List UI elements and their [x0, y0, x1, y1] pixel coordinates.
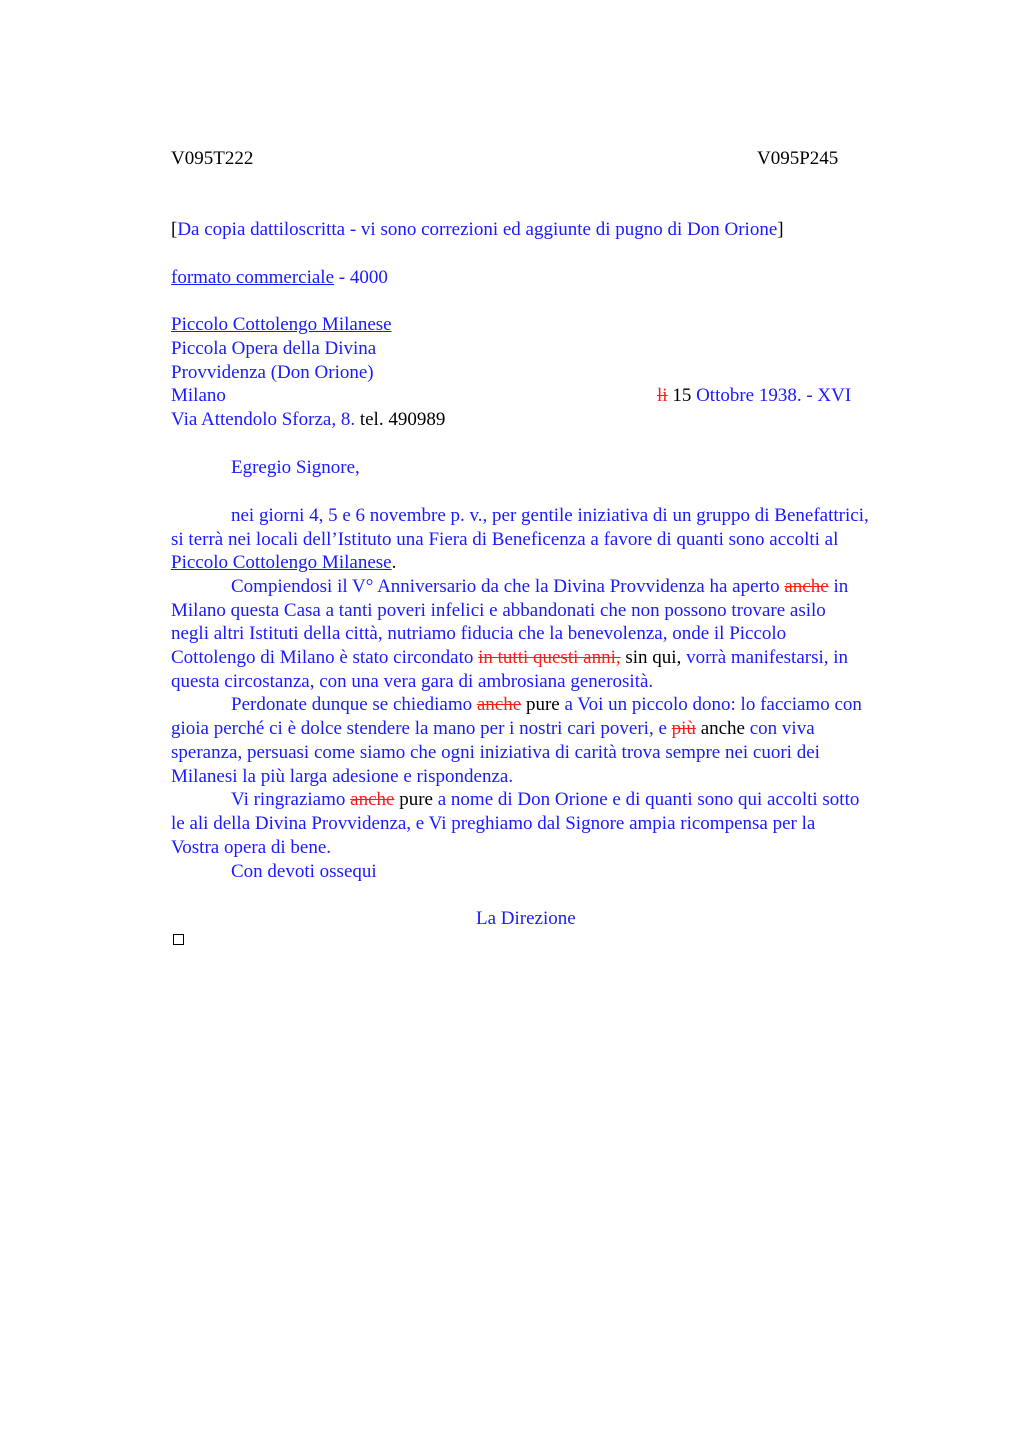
paragraph-2-line-3: negli altri Istituti della città, nutriamo fiducia che la benevolenza, onde il Piccolo — [171, 623, 787, 644]
note-text: Da copia dattiloscritta - vi sono correzioni ed aggiunte di pugno di Don Orione — [177, 219, 778, 240]
closing-line: Con devoti ossequi — [231, 861, 377, 882]
format-label: formato commerciale — [171, 267, 335, 288]
paragraph-4-line-2: le ali della Divina Provvidenza, e Vi preghiamo dal Signore ampia ricompensa per la — [171, 813, 816, 834]
paragraph-1-line-3 — [171, 551, 396, 575]
handwritten-insertion: pure — [521, 694, 560, 715]
text-run: Compiendosi il V° Anniversario da che la Divina Provvidenza ha aperto — [231, 576, 785, 597]
text-run: con viva — [745, 718, 815, 739]
text-run: Cottolengo di Milano è stato circondato — [171, 647, 479, 668]
deleted-word: anche — [476, 694, 522, 715]
text-run: gioia perché ci è dolce stendere la mano per i nostri cari poveri, e — [171, 718, 672, 739]
letterhead-address: Via Attendolo Sforza, 8. — [171, 409, 356, 430]
format-line — [171, 266, 388, 290]
letterhead-tel: tel. 490989 — [355, 409, 446, 430]
text-run: Perdonate dunque se chiediamo — [231, 694, 477, 715]
letter-date — [657, 384, 851, 408]
letterhead-city: Milano — [171, 385, 226, 406]
document-code-left: V095T222 — [171, 148, 254, 169]
paragraph-3-line-2 — [171, 717, 815, 741]
handwritten-insertion: anche — [695, 718, 745, 739]
letterhead-line-1: Piccolo Cottolengo Milanese — [171, 314, 392, 335]
deleted-word: più — [671, 718, 696, 739]
paragraph-2-line-2: Milano questa Casa a tanti poveri infelici e abbandonati che non possono trovare asilo — [171, 600, 826, 621]
text-run: Vi ringraziamo — [231, 789, 351, 810]
paragraph-3-line-3: speranza, persuasi come siamo che ogni iniziativa di carità trova sempre nei cuori dei — [171, 742, 820, 763]
paragraph-3-line-4: Milanesi la più larga adesione e rispondenza. — [171, 766, 514, 787]
paragraph-2-line-5: questa circostanza, con una vera gara di ambrosiana generosità. — [171, 671, 654, 692]
note-open-bracket: [ — [171, 219, 178, 240]
date-day: 15 — [667, 385, 697, 406]
handwritten-insertion: pure — [394, 789, 433, 810]
letterhead-line-3: Provvidenza (Don Orione) — [171, 362, 374, 383]
deleted-word: anche — [350, 789, 395, 810]
letterhead-address-line — [171, 408, 445, 432]
paragraph-1-line-1: nei giorni 4, 5 e 6 novembre p. v., per gentile iniziativa di un gruppo di Benefattrici, — [231, 505, 869, 526]
text-run: in — [828, 576, 849, 597]
paragraph-1-period: . — [391, 552, 397, 573]
deleted-word: anche — [784, 576, 829, 597]
paragraph-4-line-3: Vostra opera di bene. — [171, 837, 332, 858]
paragraph-3-line-1 — [231, 693, 862, 717]
document-code-right: V095P245 — [757, 148, 839, 169]
text-run: a Voi un piccolo dono: lo facciamo con — [559, 694, 862, 715]
letterhead-line-2: Piccola Opera della Divina — [171, 338, 377, 359]
note-close-bracket: ] — [777, 219, 784, 240]
paragraph-2-line-4 — [171, 646, 848, 670]
deleted-phrase: in tutti questi anni, — [478, 647, 621, 668]
date-rest: Ottobre 1938. - XVI — [696, 385, 852, 406]
salutation: Egregio Signore, — [231, 457, 360, 478]
text-run: a nome di Don Orione e di quanti sono qui accolti sotto — [432, 789, 860, 810]
signature: La Direzione — [476, 908, 576, 929]
date-struck-word: li — [657, 385, 668, 406]
institution-name: Piccolo Cottolengo Milanese — [171, 552, 392, 573]
text-run: vorrà manifestarsi, in — [681, 647, 849, 668]
paragraph-2-line-1 — [231, 575, 848, 599]
paragraph-4-line-1 — [231, 788, 859, 812]
source-note — [171, 218, 784, 242]
square-marker-icon — [173, 934, 184, 945]
format-rest: - 4000 — [334, 267, 388, 288]
paragraph-1-line-2: si terrà nei locali dell’Istituto una Fiera di Beneficenza a favore di quanti sono accolti al — [171, 529, 839, 550]
handwritten-insertion: sin qui, — [620, 647, 682, 668]
